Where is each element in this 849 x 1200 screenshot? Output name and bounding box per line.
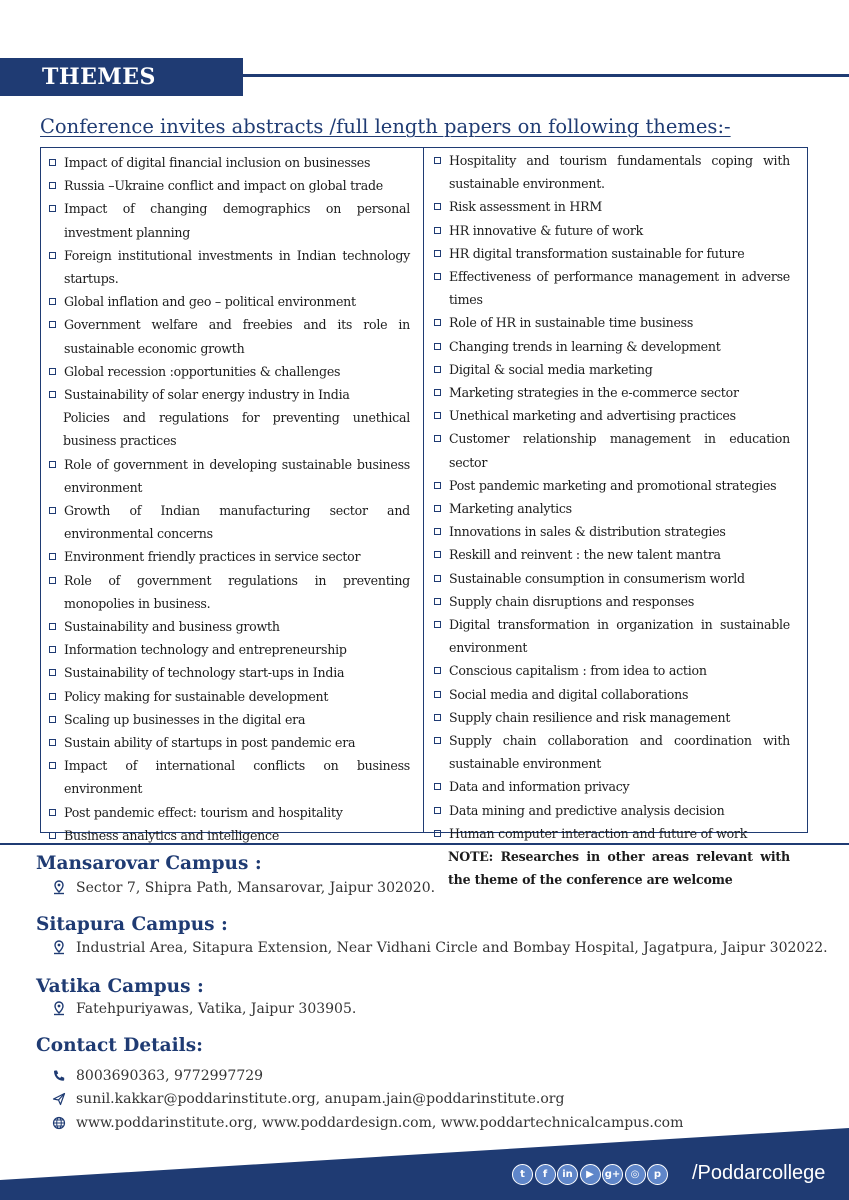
theme-item (49, 499, 410, 545)
theme-item (434, 219, 790, 242)
theme-item (434, 149, 790, 195)
checkbox-bullet-icon (49, 577, 56, 584)
theme-item-text: Sustainability of solar energy industry in India (64, 387, 350, 403)
web-text[interactable]: www.poddarinstitute.org, www.poddardesign.com, www.poddartechnicalcampus.com (76, 1115, 684, 1131)
theme-item-text: Innovations in sales & distribution strategies (449, 524, 726, 540)
campus-name-sitapura: Sitapura Campus : (36, 914, 228, 935)
theme-item (434, 404, 790, 427)
theme-item-text: Sustainability of technology start-ups in India (64, 665, 345, 681)
location-pin-icon (52, 1001, 66, 1017)
checkbox-bullet-icon (49, 368, 56, 375)
theme-item (49, 197, 410, 243)
theme-item (434, 474, 790, 497)
section-divider (0, 843, 849, 845)
theme-item-text: Human computer interaction and future of work (449, 825, 748, 841)
theme-item-text: Foreign institutional investments in Indian technology startups. (64, 247, 410, 287)
theme-item-text: Global recession :opportunities & challenges (64, 363, 341, 379)
theme-item (434, 683, 790, 706)
theme-item (434, 613, 790, 659)
theme-item-text: Social media and digital collaborations (449, 686, 689, 702)
checkbox-bullet-icon (434, 343, 441, 350)
checkbox-bullet-icon (49, 391, 56, 398)
checkbox-bullet-icon (434, 667, 441, 674)
theme-item (434, 520, 790, 543)
theme-item-text: Customer relationship management in education sector (449, 431, 790, 470)
theme-item (49, 406, 410, 452)
checkbox-bullet-icon (49, 669, 56, 676)
checkbox-bullet-icon (434, 714, 441, 721)
theme-item (49, 708, 410, 731)
checkbox-bullet-icon (434, 319, 441, 326)
checkbox-bullet-icon (49, 159, 56, 166)
contact-email (52, 1091, 564, 1107)
theme-item-text: Policy making for sustainable development (64, 688, 329, 704)
youtube-icon[interactable]: ▶ (580, 1164, 601, 1185)
campus-address-mansarovar (52, 880, 435, 896)
checkbox-bullet-icon (434, 783, 441, 790)
theme-item (49, 383, 410, 406)
google-plus-icon[interactable]: g+ (602, 1164, 623, 1185)
theme-item-text: Data and information privacy (449, 779, 630, 795)
twitter-icon[interactable]: t (512, 1164, 533, 1185)
header-rule (243, 74, 849, 77)
address-text: Fatehpuriyawas, Vatika, Jaipur 303905. (76, 1001, 357, 1017)
location-pin-icon (52, 880, 66, 896)
theme-item (49, 615, 410, 638)
theme-item-text: Scaling up businesses in the digital era (64, 711, 306, 727)
theme-item (434, 729, 790, 775)
checkbox-bullet-icon (434, 807, 441, 814)
theme-item-text: Unethical marketing and advertising practices (449, 408, 736, 424)
checkbox-bullet-icon (49, 553, 56, 560)
checkbox-bullet-icon (434, 505, 441, 512)
contact-heading: Contact Details: (36, 1035, 203, 1056)
theme-item (49, 151, 410, 174)
checkbox-bullet-icon (434, 203, 441, 210)
checkbox-bullet-icon (49, 716, 56, 723)
theme-item (434, 706, 790, 729)
pinterest-icon[interactable]: p (647, 1164, 668, 1185)
checkbox-bullet-icon (434, 528, 441, 535)
theme-item (49, 661, 410, 684)
checkbox-bullet-icon (434, 551, 441, 558)
theme-item (49, 801, 410, 824)
instagram-icon[interactable]: ◎ (625, 1164, 646, 1185)
theme-item-text: Supply chain collaboration and coordination with sustainable environment (449, 733, 790, 772)
social-icons (512, 1164, 670, 1185)
theme-item-text: Impact of international conflicts on business environment (64, 758, 410, 797)
theme-item-text: Marketing analytics (449, 501, 572, 517)
theme-item-text: Sustainable consumption in consumerism world (449, 570, 745, 586)
theme-item-text: Risk assessment in HRM (449, 199, 602, 215)
checkbox-bullet-icon (49, 809, 56, 816)
theme-item-text: Role of government regulations in preventing monopolies in business. (64, 572, 410, 611)
note-text: NOTE: Researches in other areas relevant with the theme of the conference are welcome (448, 849, 790, 888)
theme-item (49, 685, 410, 708)
theme-item-text: Sustainability and business growth (64, 619, 280, 635)
theme-item (434, 799, 790, 822)
theme-item (49, 754, 410, 800)
linkedin-icon[interactable]: in (557, 1164, 578, 1185)
checkbox-bullet-icon (434, 598, 441, 605)
theme-item (49, 569, 410, 615)
theme-item (49, 453, 410, 499)
theme-item (49, 290, 410, 313)
checkbox-bullet-icon (49, 739, 56, 746)
theme-item-text: Growth of Indian manufacturing sector and environmental concerns (64, 503, 410, 542)
theme-item-text: Government welfare and freebies and its role in sustainable economic growth (64, 317, 410, 356)
contact-phone (52, 1068, 263, 1084)
checkbox-bullet-icon (434, 691, 441, 698)
checkbox-bullet-icon (49, 205, 56, 212)
checkbox-bullet-icon (49, 646, 56, 653)
theme-item (434, 822, 790, 845)
checkbox-bullet-icon (434, 435, 441, 442)
theme-item (49, 174, 410, 197)
theme-item-text: Business analytics and intelligence (64, 827, 280, 843)
theme-item (434, 381, 790, 404)
theme-item-text: Russia –Ukraine conflict and impact on global trade (64, 178, 383, 194)
phone-text: 8003690363, 9772997729 (76, 1068, 264, 1084)
theme-item (434, 335, 790, 358)
checkbox-bullet-icon (434, 575, 441, 582)
theme-item-text: Impact of changing demographics on personal investment planning (64, 201, 410, 240)
theme-item-text: Changing trends in learning & development (449, 338, 721, 354)
checkbox-bullet-icon (49, 507, 56, 514)
theme-item (49, 545, 410, 568)
checkbox-bullet-icon (434, 737, 441, 744)
themes-right-list (434, 149, 790, 845)
theme-item-text: Environment friendly practices in service sector (64, 549, 361, 565)
checkbox-bullet-icon (49, 461, 56, 468)
theme-item-text: Supply chain resilience and risk management (449, 709, 731, 725)
theme-item (434, 427, 790, 473)
checkbox-bullet-icon (49, 832, 56, 839)
address-text: Industrial Area, Sitapura Extension, Near Vidhani Circle and Bombay Hospital, Jagatpura, Jaipur 302022. (76, 940, 828, 956)
checkbox-bullet-icon (49, 252, 56, 259)
checkbox-bullet-icon (434, 273, 441, 280)
theme-item (49, 244, 410, 290)
theme-item (49, 638, 410, 661)
theme-item (434, 195, 790, 218)
theme-item-text: Sustain ability of startups in post pandemic era (64, 735, 356, 751)
theme-item (49, 360, 410, 383)
theme-item (434, 497, 790, 520)
theme-item-text: Role of HR in sustainable time business (449, 315, 694, 331)
theme-item-text: HR digital transformation sustainable for future (449, 245, 745, 261)
campus-address-vatika (52, 1001, 356, 1017)
campus-name-mansarovar: Mansarovar Campus : (36, 853, 262, 874)
theme-item-text: Digital & social media marketing (449, 361, 653, 377)
theme-item (434, 543, 790, 566)
theme-item-text: HR innovative & future of work (449, 222, 643, 238)
theme-item (434, 311, 790, 334)
theme-item (434, 590, 790, 613)
intro-heading: Conference invites abstracts /full length papers on following themes:- (40, 115, 731, 138)
theme-item-text: Reskill and reinvent : the new talent mantra (449, 547, 721, 563)
location-pin-icon (52, 940, 66, 956)
theme-item-text: Information technology and entrepreneurship (64, 642, 347, 658)
theme-item-text: Post pandemic marketing and promotional strategies (449, 477, 777, 493)
checkbox-bullet-icon (434, 412, 441, 419)
send-icon (52, 1091, 66, 1107)
theme-item-text: Data mining and predictive analysis decision (449, 802, 725, 818)
social-handle[interactable]: /Poddarcollege (692, 1162, 826, 1184)
email-text[interactable]: sunil.kakkar@poddarinstitute.org, anupam.jain@poddarinstitute.org (76, 1091, 565, 1107)
checkbox-bullet-icon (49, 321, 56, 328)
theme-item-text: Supply chain disruptions and responses (449, 593, 695, 609)
themes-left-column (41, 148, 424, 843)
checkbox-bullet-icon (434, 227, 441, 234)
phone-icon (52, 1068, 66, 1084)
campus-address-sitapura (52, 940, 828, 956)
theme-item-text: Post pandemic effect: tourism and hospitality (64, 804, 343, 820)
theme-item-text: Policies and regulations for preventing unethical business practices (63, 410, 410, 449)
facebook-icon[interactable]: f (535, 1164, 556, 1185)
checkbox-bullet-icon (434, 482, 441, 489)
address-text: Sector 7, Shipra Path, Mansarovar, Jaipur 302020. (76, 880, 436, 896)
themes-right-column (424, 148, 807, 888)
checkbox-bullet-icon (434, 621, 441, 628)
checkbox-bullet-icon (49, 762, 56, 769)
theme-item-text: Hospitality and tourism fundamentals coping with sustainable environment. (449, 153, 790, 192)
checkbox-bullet-icon (49, 623, 56, 630)
checkbox-bullet-icon (434, 389, 441, 396)
checkbox-bullet-icon (49, 693, 56, 700)
theme-item-text: Marketing strategies in the e-commerce sector (449, 385, 739, 401)
themes-title: THEMES (42, 64, 156, 90)
checkbox-bullet-icon (49, 182, 56, 189)
theme-item (49, 313, 410, 359)
theme-item-text: Conscious capitalism : from idea to action (449, 663, 707, 679)
campus-name-vatika: Vatika Campus : (36, 976, 204, 997)
theme-item (434, 358, 790, 381)
theme-item-text: Digital transformation in organization in sustainable environment (449, 617, 790, 656)
checkbox-bullet-icon (434, 250, 441, 257)
theme-item-text: Global inflation and geo – political environment (64, 294, 356, 310)
checkbox-bullet-icon (434, 830, 441, 837)
theme-item-text: Impact of digital financial inclusion on businesses (64, 155, 371, 170)
theme-item (434, 242, 790, 265)
checkbox-bullet-icon (434, 157, 441, 164)
theme-item (49, 731, 410, 754)
checkbox-bullet-icon (49, 298, 56, 305)
theme-item (434, 567, 790, 590)
theme-item (434, 659, 790, 682)
theme-item (434, 775, 790, 798)
theme-item-text: Effectiveness of performance management in adverse times (449, 269, 790, 308)
checkbox-bullet-icon (434, 366, 441, 373)
theme-item-text: Role of government in developing sustainable business environment (64, 456, 410, 495)
theme-item (434, 265, 790, 311)
